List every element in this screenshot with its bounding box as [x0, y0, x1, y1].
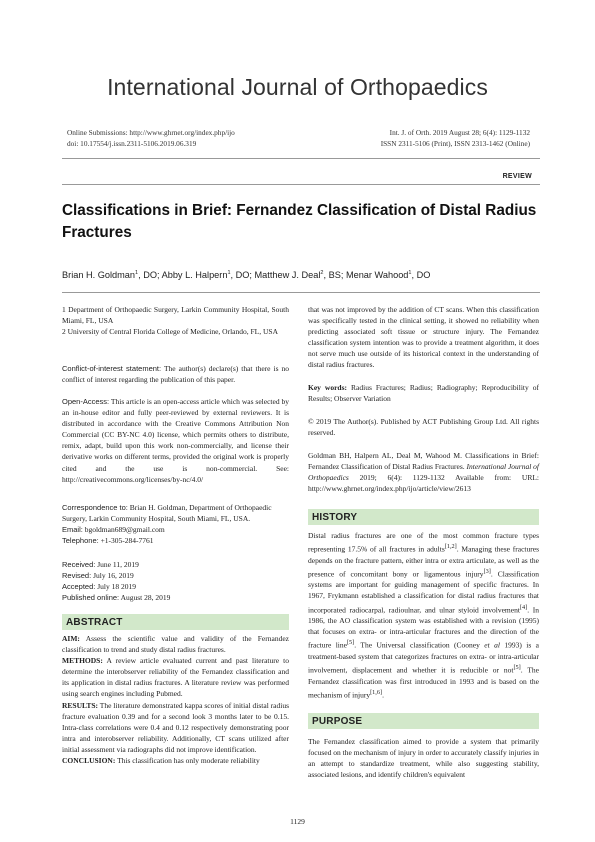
copyright: © 2019 The Author(s). Published by ACT Publishing Group Ltd. All rights reserved.	[308, 417, 539, 438]
abstract-heading: ABSTRACT	[62, 614, 289, 630]
revised-date: July 16, 2019	[91, 571, 134, 581]
abstract-continued: that was not improved by the addition of CT scans. When this classification was specifically tested in the clinical setting, it showed no reliability when predicting associated soft tissue or structure injury. The Fernandez classification system intention was to provide a treatment algorithm, it does not serve much use outside of its historical context in the understanding of distal radius fractures.	[308, 305, 539, 370]
reference-marker: [5]	[346, 639, 355, 647]
purpose-heading: PURPOSE	[308, 713, 539, 729]
abstract-methods: A review article evaluated current and past literature to determine the interobserver reliability of the Fernandez classification and its application in distal radius fractures. A literature review was performed using search engines including Pubmed.	[62, 656, 289, 699]
abstract-aim: Assess the scientific value and validity of the Fernandez classification to trend and study distal radius fractures.	[62, 634, 289, 655]
author-list: Brian H. Goldman$^1$, DO; Abby L. Halpern$^1$, DO; Matthew J. Deal$^2$, BS; Menar Wahood$^1$, DO	[62, 270, 431, 281]
affiliations	[62, 304, 289, 337]
abstract-body: AIM: Assess the scientific value and validity of the Fernandez classification to trend and study distal radius fractures. METHODS: A review article evaluated current and past literature to determine the interobserver reliability of the Fernandez classification and its application in distal radius fractures. A literature review was performed using search engines including Pubmed. RESULTS: The literature demonstrated kappa scores of initial distal radius fracture evaluation 0.39 and for a second look 3 months later to be 0.15. Intra-class correlations were 0.4 and 0.12 respectively demonstrating poor intra and interobserver reliability. Additionally, CT scans utilized after initial assessment via radiographs did not improve identification. CONCLUSION: This classification has only moderate reliability	[62, 634, 289, 766]
reference-marker: [1,6]	[370, 688, 383, 696]
doi: doi: 10.17554/j.issn.2311-5106.2019.06.319	[67, 139, 197, 148]
citation-info	[381, 127, 530, 149]
citation: Goldman BH, Halpern AL, Deal M, Wahood M. Classifications in Brief: Fernandez Classification of Distal Radius Fractures. International Journal of Orthopaedics 2019; 6(4): 1129-1132 Available from: URL: http://www.ghrnet.org/index.php/ijo/article/view/2613	[308, 451, 540, 494]
author-name: Matthew J. Deal	[254, 270, 321, 281]
affiliation: 1 Department of Orthopaedic Surgery, Larkin Community Hospital, South Miami, FL, USA	[62, 305, 289, 326]
keywords-text: Radius Fractures; Radius; Radiography; Reproducibility of Results; Observer Variation	[308, 383, 539, 404]
reference-marker: [5]	[513, 664, 521, 672]
abstract-conclusion: This classification has only moderate reliability	[115, 756, 260, 766]
history-body: Distal radius fractures are one of the most common fracture types representing 17.5% of all fractures in adults[1,2]. Managing these fractures depends on the fracture pattern, either intra or extra articulate, as well as the presence of concomitant bony or ligamentous injury[3]. Classification systems are important for guiding management of specific fractures. In 1967, Frykmann established a classification for distal radius fractures that incorporated radiocarpal, radioulnar, and ulnar styloid involvement[4]. In 1986, the AO classification system was established with a revision (1995) that focuses on extra- or intra-articular fractures and the direction of the fracture line[5]. The Universal classification (Cooney et al 1993) is a treatment-based system that categorizes fractures on extra- or intra-articular involvement, displacement and whether it is reducible or not[5]. The Fernandez classification was first introduced in 1993 and is based on the mechanism of injury[1,6].	[308, 531, 540, 700]
keywords	[308, 382, 539, 404]
affiliation: 2 University of Central Florida College of Medicine, Orlando, FL, USA	[62, 327, 279, 337]
correspondence-label: Correspondence to:	[62, 503, 128, 512]
author-name: Abby L. Halpern	[161, 270, 228, 281]
open-access-label: Open-Access:	[62, 397, 110, 406]
journal-title: International Journal of Orthopaedics	[107, 74, 488, 100]
correspondence: Correspondence to: Brian H. Goldman, Department of Orthopaedic Surgery, Larkin Community Hospital, South Miami, FL, USA. Email: bgoldman689@gmail.com Telephone: +1-305-284-7761	[62, 503, 272, 546]
citation-journal: International Journal of Orthopaedics	[308, 462, 540, 483]
conflict-of-interest	[62, 363, 289, 385]
article-type: REVIEW	[502, 173, 532, 180]
open-access-text: This article is an open-access article which was selected by an in-house editor and fully peer-reviewed by external reviewers. It is distributed in accordance with the Creative Commons Attribution Non Commercial (CC BY-NC 4.0) license, which permits others to distribute, remix, adapt, build upon this work non-commercially, and license their derivative works on different terms, provided the original work is properly cited and the use is non-commercial. See: http://creativecommons.org/licenses/by-nc/4.0/	[62, 397, 289, 484]
issue-citation: Int. J. of Orth. 2019 August 28; 6(4): 1129-1132	[389, 128, 530, 137]
reference-marker: [1,2]	[444, 543, 457, 551]
keywords-label: Key words:	[308, 383, 348, 392]
article-dates: Received: June 11, 2019 Revised: July 16, 2019 Accepted: July 18 2019 Published online: August 28, 2019	[62, 560, 171, 603]
email-link[interactable]: bgoldman689@gmail.com	[82, 525, 165, 535]
accepted-date: July 18 2019	[95, 582, 136, 592]
title-divider	[62, 184, 540, 185]
coi-label: Conflict-of-interest statement:	[62, 364, 162, 373]
telephone: +1-305-284-7761	[98, 536, 154, 546]
author-name: Brian H. Goldman	[62, 270, 136, 281]
received-date: June 11, 2019	[95, 560, 139, 569]
header-divider	[62, 158, 540, 159]
purpose-body: The Fernandez classification aimed to provide a system that primarily focused on the mechanism of injury in order to accurately classify injuries in an attempt to standardize treatment, while also suggesting stability, associated lesions, and identify children's equivalent	[308, 737, 539, 780]
open-access	[62, 396, 289, 485]
abstract-results: The literature demonstrated kappa scores of initial distal radius fracture evaluation 0.39 and for a second look 3 months later to be 0.15. Intra-class correlations were 0.4 and 0.12 respectively demonstrating poor intra and interobserver reliability. Additionally, CT scans utilized after initial assessment via radiographs did not improve identification.	[62, 700, 289, 754]
submission-info	[67, 127, 235, 149]
history-heading: HISTORY	[308, 509, 539, 525]
article-title: Classifications in Brief: Fernandez Classification of Distal Radius Fractures	[62, 202, 537, 241]
correspondence-text: Brian H. Goldman, Department of Orthopaedic Surgery, Larkin Community Hospital, South Miami, FL, USA.	[62, 503, 272, 524]
page-number: 1129	[290, 817, 305, 826]
authors-divider	[62, 292, 540, 293]
published-date: August 28, 2019	[119, 593, 171, 603]
submissions-url: Online Submissions: http://www.ghrnet.org/index.php/ijo	[67, 128, 235, 137]
issn: ISSN 2311-5106 (Print), ISSN 2313-1462 (Online)	[380, 139, 530, 148]
author-name: Menar Wahood	[345, 270, 409, 281]
reference-marker: [4]	[519, 603, 528, 611]
reference-marker: [3]	[483, 567, 491, 575]
coi-text: The author(s) declare(s) that there is no conflict of interest regarding the publication of this paper.	[62, 364, 289, 385]
